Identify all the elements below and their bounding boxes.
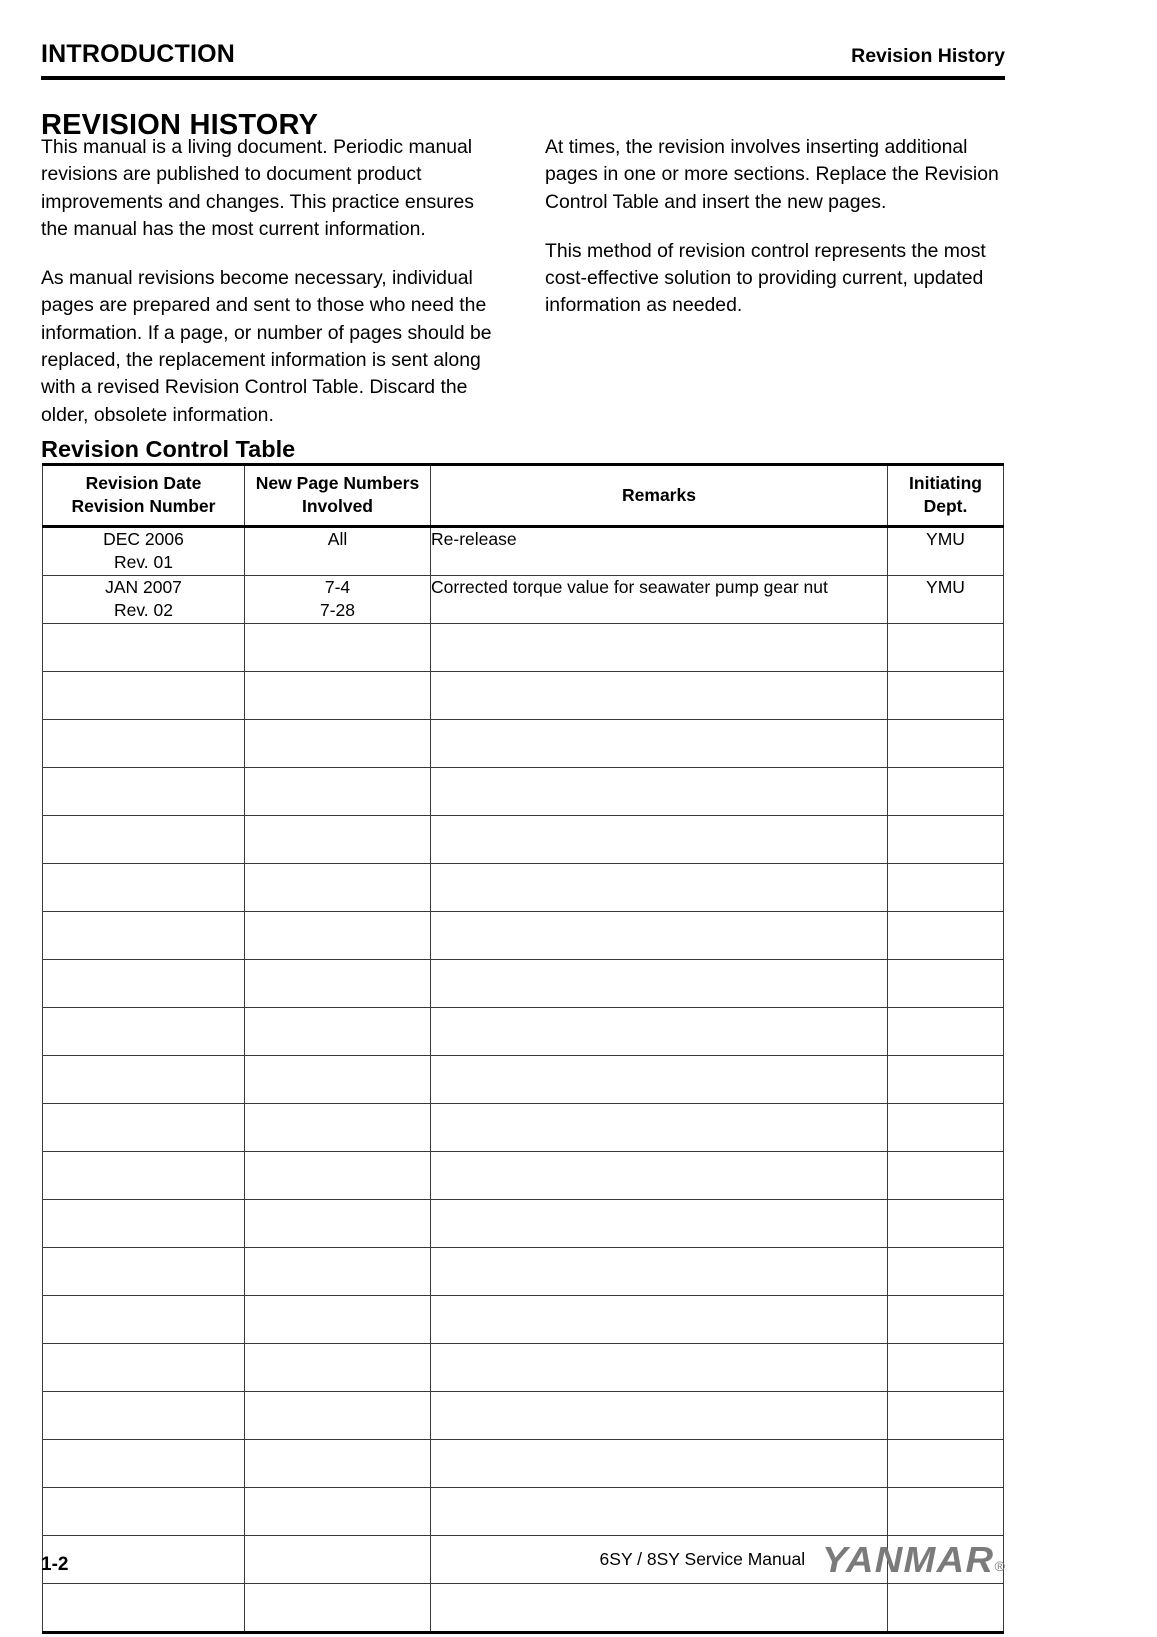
cell-revision bbox=[43, 1104, 245, 1152]
cell-revision bbox=[43, 1440, 245, 1488]
cell-pages bbox=[245, 816, 431, 864]
column-header-initiating-dept bbox=[888, 465, 1004, 527]
cell-revision bbox=[43, 1344, 245, 1392]
cell-pages bbox=[245, 1200, 431, 1248]
cell-dept bbox=[888, 1440, 1004, 1488]
cell-dept bbox=[888, 720, 1004, 768]
cell-dept bbox=[888, 1104, 1004, 1152]
table-header bbox=[43, 465, 1004, 527]
cell-revision bbox=[43, 864, 245, 912]
cell-dept bbox=[888, 1344, 1004, 1392]
cell-dept bbox=[888, 527, 1004, 576]
column-header-line2: Dept. bbox=[923, 496, 968, 516]
cell-dept bbox=[888, 624, 1004, 672]
cell-dept bbox=[888, 576, 1004, 624]
column-header-new-page-numbers bbox=[245, 465, 431, 527]
cell-remarks-text: Corrected torque value for seawater pump gear nut bbox=[431, 577, 828, 597]
cell-remarks bbox=[431, 864, 888, 912]
table-row bbox=[43, 1056, 1004, 1104]
cell-revision bbox=[43, 1008, 245, 1056]
cell-revision bbox=[43, 1056, 245, 1104]
cell-dept bbox=[888, 1488, 1004, 1536]
table-row bbox=[43, 1584, 1004, 1633]
cell-dept-text: YMU bbox=[926, 577, 965, 597]
cell-pages bbox=[245, 1392, 431, 1440]
section-heading: Revision Control Table bbox=[41, 435, 296, 462]
manual-name: 6SY / 8SY Service Manual bbox=[599, 1549, 806, 1570]
cell-revision-number: Rev. 01 bbox=[113, 552, 173, 572]
column-header-line1: New Page Numbers bbox=[255, 473, 420, 493]
table-row bbox=[43, 1296, 1004, 1344]
cell-pages bbox=[245, 624, 431, 672]
cell-revision bbox=[43, 1152, 245, 1200]
cell-dept bbox=[888, 1056, 1004, 1104]
table-row bbox=[43, 768, 1004, 816]
cell-pages bbox=[245, 1488, 431, 1536]
paragraph: At times, the revision involves inserting additional pages in one or more sections. Replace the Revision Control Table and insert the new pages. bbox=[545, 136, 999, 213]
header-rule bbox=[41, 76, 1005, 80]
table-row bbox=[43, 624, 1004, 672]
table-row bbox=[43, 816, 1004, 864]
cell-pages bbox=[245, 720, 431, 768]
cell-revision bbox=[43, 912, 245, 960]
cell-remarks bbox=[431, 1584, 888, 1633]
cell-dept bbox=[888, 1296, 1004, 1344]
running-header bbox=[41, 40, 1005, 69]
cell-revision bbox=[43, 960, 245, 1008]
page-title: REVISION HISTORY bbox=[41, 109, 319, 142]
table-row bbox=[43, 960, 1004, 1008]
table-row bbox=[43, 1248, 1004, 1296]
cell-remarks bbox=[431, 1440, 888, 1488]
revision-control-table-wrapper bbox=[42, 463, 1003, 1634]
cell-pages bbox=[245, 1584, 431, 1633]
left-column bbox=[41, 134, 501, 451]
cell-dept bbox=[888, 1008, 1004, 1056]
column-header-revision-date bbox=[43, 465, 245, 527]
cell-pages bbox=[245, 1152, 431, 1200]
cell-revision bbox=[43, 1488, 245, 1536]
cell-revision bbox=[43, 1296, 245, 1344]
cell-revision bbox=[43, 720, 245, 768]
cell-page-line1: 7-4 bbox=[324, 577, 351, 597]
cell-dept bbox=[888, 1248, 1004, 1296]
cell-pages bbox=[245, 960, 431, 1008]
column-header-line1: Revision Date bbox=[85, 473, 202, 493]
cell-revision bbox=[43, 816, 245, 864]
column-header-line1: Initiating bbox=[909, 473, 982, 493]
cell-dept bbox=[888, 672, 1004, 720]
cell-page-line1: All bbox=[327, 529, 348, 549]
cell-remarks bbox=[431, 1296, 888, 1344]
cell-pages bbox=[245, 1344, 431, 1392]
paragraph: This method of revision control represents the most cost-effective solution to providing current, updated information as needed. bbox=[545, 239, 986, 317]
cell-pages bbox=[245, 1104, 431, 1152]
table-row bbox=[43, 1008, 1004, 1056]
registered-trademark-icon: ® bbox=[994, 1558, 1005, 1575]
running-header-topic: Revision History bbox=[851, 45, 1005, 67]
cell-pages bbox=[245, 576, 431, 624]
cell-remarks bbox=[431, 1392, 888, 1440]
cell-remarks bbox=[431, 960, 888, 1008]
cell-dept bbox=[888, 1200, 1004, 1248]
table-header-row bbox=[43, 465, 1004, 527]
cell-remarks bbox=[431, 816, 888, 864]
cell-pages bbox=[245, 1440, 431, 1488]
table-row bbox=[43, 912, 1004, 960]
cell-revision bbox=[43, 1200, 245, 1248]
cell-revision bbox=[43, 672, 245, 720]
cell-remarks bbox=[431, 1008, 888, 1056]
cell-revision bbox=[43, 576, 245, 624]
cell-remarks bbox=[431, 1200, 888, 1248]
cell-page-line2: 7-28 bbox=[319, 600, 356, 620]
cell-remarks bbox=[431, 527, 888, 576]
cell-revision bbox=[43, 624, 245, 672]
cell-revision-number: Rev. 02 bbox=[113, 600, 173, 620]
cell-dept bbox=[888, 864, 1004, 912]
cell-dept bbox=[888, 1152, 1004, 1200]
column-header-remarks bbox=[431, 465, 888, 527]
cell-pages bbox=[245, 864, 431, 912]
cell-dept bbox=[888, 768, 1004, 816]
cell-remarks bbox=[431, 1056, 888, 1104]
cell-remarks bbox=[431, 768, 888, 816]
cell-remarks bbox=[431, 576, 888, 624]
yanmar-logo bbox=[822, 1539, 1005, 1580]
footer-right bbox=[599, 1539, 1005, 1580]
running-header-section: INTRODUCTION bbox=[41, 40, 236, 68]
cell-revision bbox=[43, 1584, 245, 1633]
paragraph: As manual revisions become necessary, individual pages are prepared and sent to those who need the information. If a page, or number of pages should be replaced, the replacement information is sent along with a revised Revision Control Table. Discard the older, obsolete information. bbox=[41, 267, 492, 426]
cell-revision-date: JAN 2007 bbox=[105, 577, 182, 597]
table-row bbox=[43, 1104, 1004, 1152]
cell-pages bbox=[245, 1008, 431, 1056]
cell-dept-text: YMU bbox=[926, 529, 965, 549]
cell-dept bbox=[888, 912, 1004, 960]
cell-pages bbox=[245, 1296, 431, 1344]
cell-pages bbox=[245, 768, 431, 816]
table-row bbox=[43, 720, 1004, 768]
paragraph: This manual is a living document. Periodic manual revisions are published to document product improvements and changes. This practice ensures the manual has the most current information. bbox=[41, 136, 474, 240]
table-row bbox=[43, 1152, 1004, 1200]
cell-remarks bbox=[431, 720, 888, 768]
cell-remarks bbox=[431, 624, 888, 672]
table-row bbox=[43, 672, 1004, 720]
cell-remarks-text: Re-release bbox=[431, 529, 517, 549]
page-footer bbox=[41, 1539, 1005, 1580]
body-columns bbox=[41, 134, 1005, 451]
page-number: 1-2 bbox=[41, 1554, 69, 1576]
cell-revision bbox=[43, 768, 245, 816]
cell-remarks bbox=[431, 1104, 888, 1152]
cell-pages bbox=[245, 1056, 431, 1104]
cell-pages bbox=[245, 1248, 431, 1296]
cell-remarks bbox=[431, 912, 888, 960]
table-row bbox=[43, 527, 1004, 576]
cell-remarks bbox=[431, 1152, 888, 1200]
table-row bbox=[43, 864, 1004, 912]
table-row bbox=[43, 1392, 1004, 1440]
cell-dept bbox=[888, 960, 1004, 1008]
table-row bbox=[43, 1440, 1004, 1488]
cell-remarks bbox=[431, 672, 888, 720]
cell-dept bbox=[888, 1584, 1004, 1633]
column-header-line2: Revision Number bbox=[71, 496, 216, 516]
column-header-line1: Remarks bbox=[622, 484, 696, 505]
column-header-line2: Involved bbox=[302, 496, 373, 516]
cell-pages bbox=[245, 912, 431, 960]
revision-control-table bbox=[42, 463, 1004, 1634]
logo-wordmark: YANMAR bbox=[822, 1539, 995, 1580]
right-column bbox=[545, 134, 1005, 451]
cell-remarks bbox=[431, 1488, 888, 1536]
table-row bbox=[43, 1488, 1004, 1536]
cell-remarks bbox=[431, 1248, 888, 1296]
cell-remarks bbox=[431, 1344, 888, 1392]
table-row bbox=[43, 576, 1004, 624]
table-row bbox=[43, 1200, 1004, 1248]
cell-dept bbox=[888, 1392, 1004, 1440]
cell-pages bbox=[245, 527, 431, 576]
cell-revision-date: DEC 2006 bbox=[103, 529, 184, 549]
cell-revision bbox=[43, 527, 245, 576]
table-body bbox=[43, 527, 1004, 1633]
cell-dept bbox=[888, 816, 1004, 864]
table-row bbox=[43, 1344, 1004, 1392]
cell-pages bbox=[245, 672, 431, 720]
cell-revision bbox=[43, 1392, 245, 1440]
cell-revision bbox=[43, 1248, 245, 1296]
